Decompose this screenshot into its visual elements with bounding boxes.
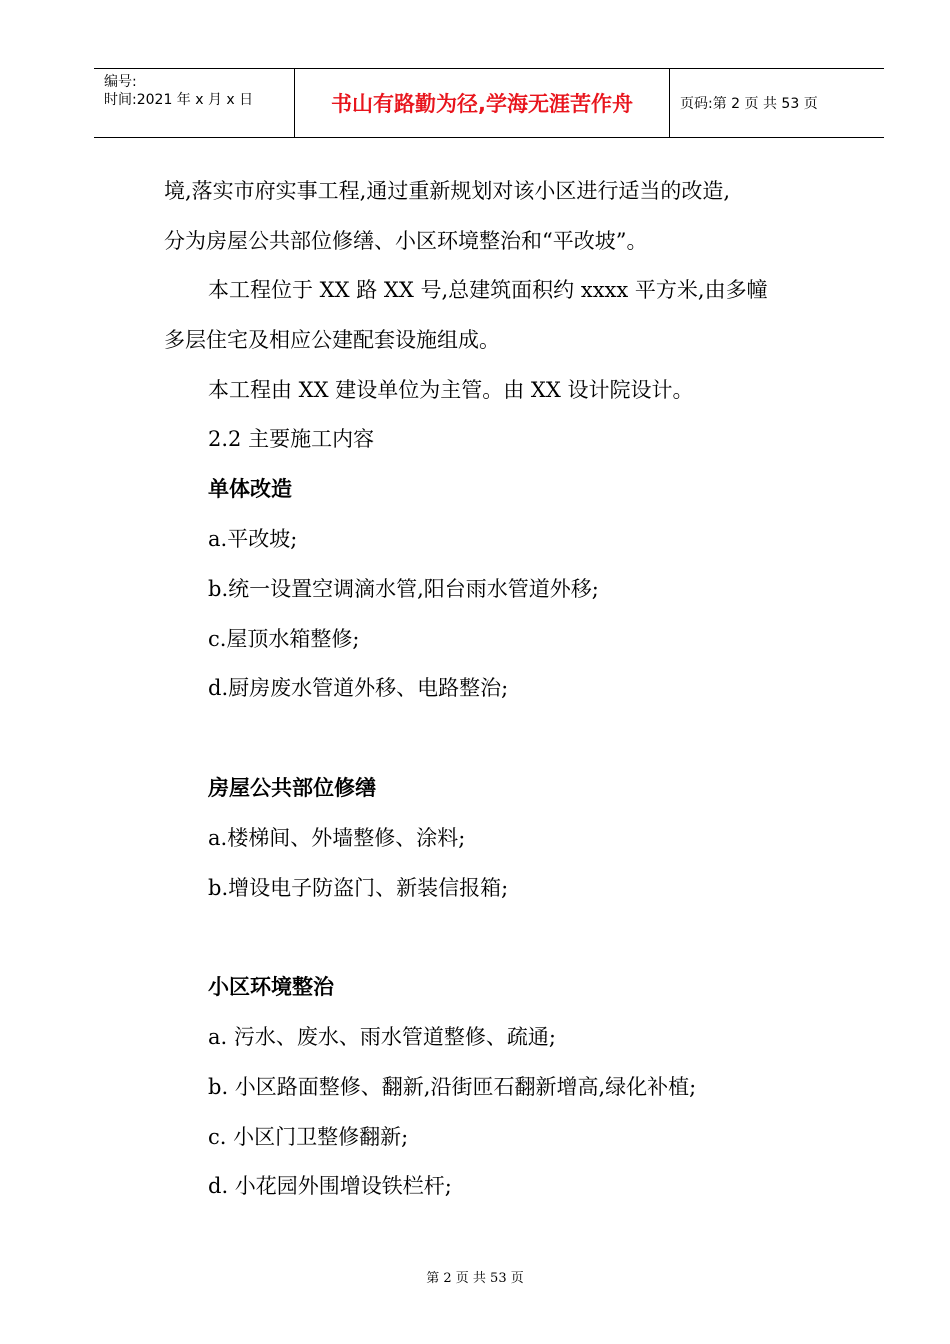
list-item: d.厨房废水管道外移、电路整治;: [208, 676, 509, 700]
list-item: a. 污水、废水、雨水管道整修、疏通;: [208, 1025, 556, 1049]
page-footer: 第 2 页 共 53 页: [426, 1271, 524, 1286]
list-item: c. 小区门卫整修翻新;: [208, 1125, 409, 1149]
list-item: a.平改坡;: [208, 527, 298, 551]
paragraph-line: 境,落实市府实事工程,通过重新规划对该小区进行适当的改造,: [164, 179, 731, 203]
paragraph-line: 本工程位于 XX 路 XX 号,总建筑面积约 xxxx 平方米,由多幢: [208, 278, 768, 302]
list-item: b.增设电子防盗门、新装信报箱;: [208, 876, 509, 900]
subsection-heading: 房屋公共部位修缮: [208, 776, 376, 800]
header-page-info: 页码:第 2 页 共 53 页: [680, 96, 818, 112]
list-item: d. 小花园外围增设铁栏杆;: [208, 1174, 452, 1198]
list-item: b. 小区路面整修、翻新,沿街匝石翻新增高,绿化补植;: [208, 1075, 697, 1099]
motto-text: 书山有路勤为径,学海无涯苦作舟: [331, 92, 633, 116]
section-title: 2.2 主要施工内容: [208, 427, 375, 451]
list-item: c.屋顶水箱整修;: [208, 627, 360, 651]
paragraph-line: 本工程由 XX 建设单位为主管。由 XX 设计院设计。: [208, 378, 694, 402]
paragraph-line: 多层住宅及相应公建配套设施组成。: [164, 328, 500, 352]
document-time-label: 时间:2021 年 x 月 x 日: [104, 92, 254, 108]
subsection-heading: 单体改造: [208, 477, 292, 501]
document-number-label: 编号:: [104, 74, 137, 90]
list-item: b.统一设置空调滴水管,阳台雨水管道外移;: [208, 577, 599, 601]
list-item: a.楼梯间、外墙整修、涂料;: [208, 826, 466, 850]
paragraph-line: 分为房屋公共部位修缮、小区环境整治和“平改坡”。: [164, 229, 648, 253]
subsection-heading: 小区环境整治: [208, 975, 334, 999]
